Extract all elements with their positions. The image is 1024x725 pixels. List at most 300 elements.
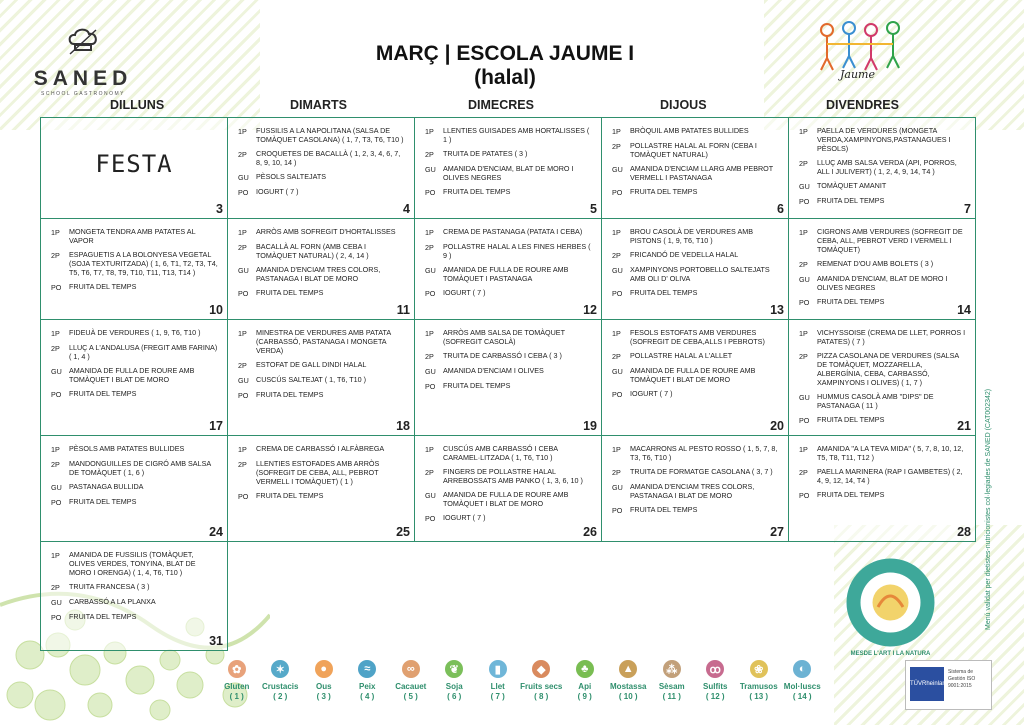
- course-label: 2P: [51, 460, 60, 469]
- dish-name: IOGURT ( 7 ): [256, 187, 299, 196]
- course-label: 1P: [612, 127, 621, 136]
- menu-item: [45, 550, 227, 577]
- course-label: PO: [425, 382, 436, 391]
- dish-name: CUSCÚS AMB CARBASSÓ I CEBA CARAMEL·LITZADA ( 1, T6, T10 ): [443, 444, 558, 462]
- allergen-name: Cacauet: [395, 682, 427, 691]
- course-label: GU: [799, 393, 810, 402]
- day-header-monday: DILLUNS: [110, 98, 165, 112]
- day-cell-tuesday: [227, 435, 415, 542]
- allergen-legend: [215, 660, 825, 720]
- menu-item: [45, 389, 227, 399]
- course-label: 2P: [425, 352, 434, 361]
- day-cell-monday: [40, 319, 228, 436]
- allergen-number: ( 13 ): [749, 692, 769, 701]
- day-cell-monday: [40, 117, 228, 219]
- course-label: PO: [238, 289, 249, 298]
- dish-name: FRUITA DEL TEMPS: [630, 187, 698, 196]
- menu-item: [419, 328, 601, 346]
- mesde-seal: [843, 555, 938, 657]
- menu-item: [45, 343, 227, 361]
- menu-item: [232, 187, 414, 197]
- allergen-name: Tramusos: [739, 682, 778, 691]
- dish-name: FRUITA DEL TEMPS: [443, 381, 511, 390]
- seal-text: MESDE L'ART I LA NATURA: [850, 651, 931, 657]
- day-number: 7: [964, 202, 971, 216]
- course-label: GU: [799, 275, 810, 284]
- dish-name: XAMPINYONS PORTOBELLO SALTEJATS AMB OLI D' OLIVA: [630, 265, 770, 283]
- menu-item: [419, 381, 601, 391]
- course-label: GU: [238, 173, 249, 182]
- dish-name: AMANIDA D'ENCIAM TRES COLORS, PASTANAGA I BLAT DE MORO: [630, 482, 755, 500]
- dish-name: VICHYSSOISE (CREMA DE LLET, PORROS I PATATES) ( 7 ): [817, 328, 966, 346]
- allergen-number: ( 5 ): [403, 692, 418, 701]
- course-label: 1P: [51, 445, 60, 454]
- menu-item: [793, 490, 975, 500]
- allergen-item: [389, 660, 433, 720]
- dish-name: ARRÒS AMB SOFREGIT D'HORTALISSES: [256, 227, 396, 236]
- allergen-name: Ous: [315, 682, 332, 691]
- dish-name: MONGETA TENDRA AMB PATATES AL VAPOR: [69, 227, 196, 245]
- menu-item: [606, 126, 788, 136]
- course-label: PO: [425, 289, 436, 298]
- day-header-thursday: DIJOUS: [660, 98, 707, 112]
- menu-item: [45, 366, 227, 384]
- menu-item: [232, 172, 414, 182]
- menu-item: [232, 328, 414, 355]
- course-label: 2P: [425, 468, 434, 477]
- menu-item: [419, 149, 601, 159]
- logo-tagline: SCHOOL GASTRONOMY: [41, 91, 125, 97]
- dish-name: AMANIDA DE FUSSILIS (TOMÀQUET, OLIVES VERDES, TONYINA, BLAT DE MORO I ORENGA) ( 1, 4, T6, T10 ): [69, 550, 196, 577]
- dish-name: AMANIDA D'ENCIAM, BLAT DE MORO I OLIVES NEGRES: [443, 164, 574, 182]
- seal-badge-icon: [843, 555, 938, 650]
- dish-name: IOGURT ( 7 ): [630, 389, 673, 398]
- menu-item: [793, 392, 975, 410]
- allergen-number: ( 11 ): [662, 692, 681, 701]
- menu-item: [606, 141, 788, 159]
- dish-name: CIGRONS AMB VERDURES (SOFREGIT DE CEBA, ALL, PEBROT VERD I VERMELL I TOMÀQUET): [817, 227, 963, 254]
- course-label: PO: [51, 498, 62, 507]
- allergen-number: ( 2 ): [273, 692, 288, 701]
- menu-item: [793, 158, 975, 176]
- iso-text: Sistema de Gestión ISO 9001:2015: [948, 669, 976, 689]
- day-number: 3: [216, 202, 223, 216]
- dish-name: MACARRONS AL PESTO ROSSO ( 1, 5, 7, 8, T3, T6, T10 ): [630, 444, 778, 462]
- day-number: 18: [396, 419, 410, 433]
- menu-item: [419, 288, 601, 298]
- menu-item: [606, 467, 788, 477]
- dish-name: TRUITA DE FORMATGE CASOLANA ( 3, 7 ): [630, 467, 773, 476]
- course-label: 2P: [238, 150, 247, 159]
- day-cell-wednesday: [414, 319, 602, 436]
- dish-name: FRUITA DEL TEMPS: [256, 288, 324, 297]
- course-label: PO: [799, 298, 810, 307]
- course-label: PO: [799, 197, 810, 206]
- course-label: GU: [612, 266, 623, 275]
- course-label: 2P: [51, 251, 60, 260]
- menu-item: [606, 351, 788, 361]
- menu-item: [419, 164, 601, 182]
- allergen-number: ( 3 ): [316, 692, 331, 701]
- allergen-item: [259, 660, 303, 720]
- menu-item: [606, 328, 788, 346]
- dish-name: FIDEUÀ DE VERDURES ( 1, 9, T6, T10 ): [69, 328, 201, 337]
- course-label: 2P: [612, 468, 621, 477]
- course-label: GU: [612, 367, 623, 376]
- day-number: 4: [403, 202, 410, 216]
- dish-name: ARRÒS AMB SALSA DE TOMÀQUET (SOFREGIT CASOLÀ): [443, 328, 565, 346]
- dish-name: FRUITA DEL TEMPS: [817, 490, 885, 499]
- dish-name: LLENTIES ESTOFADES AMB ARRÒS (SOFREGIT DE CEBA, ALL, PEBROT VERMELL I TOMÀQUET) ( 1 ): [256, 459, 380, 486]
- dish-name: PAELLA MARINERA (RAP I GAMBETES) ( 2, 4, 9, 12, 14, T4 ): [817, 467, 963, 485]
- allergen-number: ( 4 ): [360, 692, 375, 701]
- dish-name: BRÒQUIL AMB PATATES BULLIDES: [630, 126, 749, 135]
- course-label: PO: [799, 491, 810, 500]
- dish-name: FESOLS ESTOFATS AMB VERDURES (SOFREGIT DE CEBA,ALLS I PEBROTS): [630, 328, 765, 346]
- day-cell-wednesday: [414, 218, 602, 320]
- course-label: PO: [612, 289, 623, 298]
- allergen-name: Sulfits: [703, 682, 728, 691]
- dish-name: CREMA DE CARBASSÓ I ALFÀBREGA: [256, 444, 385, 453]
- menu-item: [793, 196, 975, 206]
- allergen-item: [215, 660, 259, 720]
- course-label: GU: [425, 491, 436, 500]
- course-label: PO: [799, 416, 810, 425]
- allergen-item: [476, 660, 520, 720]
- day-number: 24: [209, 525, 223, 539]
- menu-item: [606, 265, 788, 283]
- menu-item: [45, 459, 227, 477]
- menu-item: [419, 187, 601, 197]
- menu-item: [793, 351, 975, 387]
- menu-item: [606, 288, 788, 298]
- course-label: PO: [238, 391, 249, 400]
- allergen-name: Soja: [445, 682, 463, 691]
- dish-name: TOMÀQUET AMANIT: [817, 181, 887, 190]
- course-label: 1P: [799, 127, 808, 136]
- menu-item: [606, 250, 788, 260]
- day-header-friday: DIVENDRES: [826, 98, 899, 112]
- day-number: 27: [770, 525, 784, 539]
- dish-name: IOGURT ( 7 ): [443, 288, 486, 297]
- menu-item: [232, 375, 414, 385]
- menu-item: [419, 467, 601, 485]
- logo-name: SANED: [33, 67, 133, 90]
- dish-name: FRUITA DEL TEMPS: [630, 505, 698, 514]
- peanut-icon: ∞: [402, 660, 420, 678]
- dish-name: AMANIDA DE FULLA DE ROURE AMB TOMÀQUET I BLAT DE MORO: [443, 490, 569, 508]
- dish-name: FRUITA DEL TEMPS: [817, 415, 885, 424]
- day-number: 17: [209, 419, 223, 433]
- course-label: 1P: [425, 329, 434, 338]
- course-label: PO: [238, 188, 249, 197]
- dish-name: POLLASTRE HALAL A L'ALLET: [630, 351, 733, 360]
- menu-item: [419, 265, 601, 283]
- allergen-name: Peix: [359, 682, 376, 691]
- menu-item: [606, 505, 788, 515]
- course-label: 1P: [799, 329, 808, 338]
- dish-name: AMANIDA DE FULLA DE ROURE AMB TOMÀQUET I PASTANAGA: [443, 265, 569, 283]
- allergen-item: [520, 660, 564, 720]
- dish-name: FRUITA DEL TEMPS: [69, 612, 137, 621]
- day-number: 25: [396, 525, 410, 539]
- menu-item: [45, 328, 227, 338]
- day-header-wednesday: DIMECRES: [468, 98, 534, 112]
- course-label: 1P: [612, 445, 621, 454]
- wheat-icon: ✿: [228, 660, 246, 678]
- course-label: 1P: [612, 329, 621, 338]
- holiday-label: FESTA: [95, 150, 173, 178]
- dish-name: FRUITA DEL TEMPS: [630, 288, 698, 297]
- menu-item: [45, 612, 227, 622]
- allergen-name: Fruits secs: [520, 682, 563, 691]
- dish-name: HUMMUS CASOLÀ AMB "DIPS" DE PASTANAGA ( 11 ): [817, 392, 934, 410]
- menu-calendar-grid: [40, 117, 976, 651]
- day-number: 28: [957, 525, 971, 539]
- day-number: 10: [209, 303, 223, 317]
- menu-item: [232, 126, 414, 144]
- menu-item: [419, 366, 601, 376]
- day-cell-monday: [40, 218, 228, 320]
- day-number: 12: [583, 303, 597, 317]
- menu-item: [419, 351, 601, 361]
- saned-logo: [28, 26, 138, 106]
- dish-name: IOGURT ( 7 ): [443, 513, 486, 522]
- menu-item: [45, 497, 227, 507]
- day-number: 26: [583, 525, 597, 539]
- tuv-logo: TÜVRheinland: [910, 667, 944, 701]
- allergen-number: ( 7 ): [490, 692, 505, 701]
- course-label: 1P: [238, 127, 247, 136]
- day-cell-friday: [788, 117, 976, 219]
- course-label: 2P: [238, 460, 247, 469]
- menu-item: [419, 242, 601, 260]
- course-label: PO: [612, 390, 623, 399]
- allergen-number: ( 14 ): [792, 692, 812, 701]
- course-label: 2P: [612, 251, 621, 260]
- course-label: PO: [51, 390, 62, 399]
- day-number: 5: [590, 202, 597, 216]
- day-cell-tuesday: [227, 319, 415, 436]
- menu-item: [45, 282, 227, 292]
- menu-item: [419, 227, 601, 237]
- dish-name: FRUITA DEL TEMPS: [256, 491, 324, 500]
- dish-name: AMANIDA "A LA TEVA MIDA" ( 5, 7, 8, 10, 12, T5, T8, T11, T12 ): [817, 444, 964, 462]
- allergen-name: Mostassa: [610, 682, 647, 691]
- allergen-item: [694, 660, 738, 720]
- menu-item: [232, 459, 414, 486]
- dish-name: AMANIDA DE FULLA DE ROURE AMB TOMÀQUET I BLAT DE MORO: [630, 366, 756, 384]
- day-number: 19: [583, 419, 597, 433]
- allergen-name: Api: [578, 682, 592, 691]
- dish-name: POLLASTRE HALAL A LES FINES HERBES ( 9 ): [443, 242, 591, 260]
- dish-name: PÈSOLS SALTEJATS: [256, 172, 327, 181]
- dish-name: TRUITA FRANCESA ( 3 ): [69, 582, 150, 591]
- menu-item: [419, 490, 601, 508]
- menu-item: [232, 444, 414, 454]
- dish-name: PIZZA CASOLANA DE VERDURES (SALSA DE TOMÀQUET, MOZZARELLA, ALBERGÍNIA, CEBA, CARBASSÓ, XAMPINYONS I OLIVES) ( 1, 7 ): [817, 351, 959, 387]
- course-label: PO: [51, 283, 62, 292]
- course-label: 2P: [799, 352, 808, 361]
- dish-name: FUSSILIS A LA NAPOLITANA (SALSA DE TOMÀQUET CASOLANA) ( 1, 7, T3, T6, T10 ): [256, 126, 404, 144]
- allergen-number: ( 6 ): [447, 692, 462, 701]
- allergen-item: [346, 660, 390, 720]
- dish-name: FRUITA DEL TEMPS: [69, 497, 137, 506]
- menu-item: [793, 328, 975, 346]
- sulphite-icon: ꝏ: [706, 660, 724, 678]
- course-label: GU: [51, 367, 62, 376]
- allergen-name: Mol·luscs: [783, 682, 821, 691]
- dish-name: AMANIDA D'ENCIAM, BLAT DE MORO I OLIVES NEGRES: [817, 274, 948, 292]
- menu-item: [793, 444, 975, 462]
- allergen-item: [781, 660, 825, 720]
- allergen-item: [650, 660, 694, 720]
- menu-item: [45, 582, 227, 592]
- allergen-name: Crustacis: [262, 682, 299, 691]
- course-label: 1P: [51, 551, 60, 560]
- title-line-1: MARÇ | ESCOLA JAUME I: [375, 42, 635, 65]
- course-label: 1P: [799, 445, 808, 454]
- menu-item: [45, 227, 227, 245]
- egg-icon: ●: [315, 660, 333, 678]
- dish-name: AMANIDA D'ENCIAM LLARG AMB PEBROT VERMELL I PASTANAGA: [630, 164, 774, 182]
- menu-item: [45, 250, 227, 277]
- menu-item: [45, 444, 227, 454]
- dish-name: FRUITA DEL TEMPS: [69, 389, 137, 398]
- dish-name: POLLASTRE HALAL AL FORN (CEBA I TOMÀQUET NATURAL): [630, 141, 757, 159]
- course-label: GU: [51, 483, 62, 492]
- allergen-number: ( 12 ): [705, 692, 725, 701]
- menu-item: [793, 467, 975, 485]
- day-cell-friday: [788, 319, 976, 436]
- allergen-number: ( 1 ): [229, 692, 244, 701]
- day-cell-wednesday: [414, 435, 602, 542]
- dish-name: TRUITA DE PATATES ( 3 ): [443, 149, 528, 158]
- course-label: 1P: [238, 228, 247, 237]
- course-label: 1P: [612, 228, 621, 237]
- dish-name: AMANIDA D'ENCIAM TRES COLORS, PASTANAGA I BLAT DE MORO: [256, 265, 381, 283]
- course-label: 2P: [612, 142, 621, 151]
- dish-name: CREMA DE PASTANAGA (PATATA I CEBA): [443, 227, 583, 236]
- dish-name: MINESTRA DE VERDURES AMB PATATA (CARBASSÓ, PASTANAGA I MONGETA VERDA): [256, 328, 391, 355]
- menu-item: [232, 360, 414, 370]
- menu-item: [419, 513, 601, 523]
- day-number: 21: [957, 419, 971, 433]
- course-label: 1P: [425, 445, 434, 454]
- course-label: 1P: [51, 228, 60, 237]
- day-cell-monday: [40, 435, 228, 542]
- course-label: 2P: [238, 243, 247, 252]
- dish-name: FRUITA DEL TEMPS: [69, 282, 137, 291]
- dish-name: TRUITA DE CARBASSÓ I CEBA ( 3 ): [443, 351, 562, 360]
- allergen-name: Llet: [490, 682, 505, 691]
- menu-item: [419, 126, 601, 144]
- mustard-icon: ▲: [619, 660, 637, 678]
- lupin-icon: ❀: [750, 660, 768, 678]
- certification-badge: [905, 660, 992, 710]
- day-number: 20: [770, 419, 784, 433]
- menu-item: [232, 288, 414, 298]
- day-cell-tuesday: [227, 218, 415, 320]
- course-label: PO: [425, 514, 436, 523]
- day-cell-friday: [788, 435, 976, 542]
- course-label: GU: [799, 182, 810, 191]
- course-label: 2P: [238, 361, 247, 370]
- menu-item: [45, 597, 227, 607]
- day-cell-thursday: [601, 117, 789, 219]
- course-label: PO: [238, 492, 249, 501]
- day-number: 11: [396, 303, 410, 317]
- allergen-item: [563, 660, 607, 720]
- menu-item: [232, 265, 414, 283]
- dish-name: ESTOFAT DE GALL DINDI HALAL: [256, 360, 367, 369]
- menu-item: [793, 297, 975, 307]
- menu-item: [606, 444, 788, 462]
- course-label: GU: [425, 266, 436, 275]
- validation-note-text: Menú validat per dietistes-nutricionistes col·legiades de SANED (CAT002342): [985, 388, 992, 630]
- dish-name: PÈSOLS AMB PATATES BULLIDES: [69, 444, 185, 453]
- day-header-tuesday: DIMARTS: [290, 98, 347, 112]
- course-label: GU: [425, 165, 436, 174]
- course-label: GU: [425, 367, 436, 376]
- dish-name: MANDONGUILLES DE CIGRÓ AMB SALSA DE TOMÀQUET ( 1, 6 ): [69, 459, 211, 477]
- menu-item: [793, 181, 975, 191]
- dish-name: CARBASSÓ A LA PLANXA: [69, 597, 156, 606]
- menu-item: [606, 227, 788, 245]
- allergen-number: ( 9 ): [577, 692, 592, 701]
- dish-name: AMANIDA DE FULLA DE ROURE AMB TOMÀQUET I BLAT DE MORO: [69, 366, 195, 384]
- menu-item: [793, 274, 975, 292]
- course-label: 1P: [799, 228, 808, 237]
- course-label: 2P: [799, 159, 808, 168]
- course-label: 2P: [612, 352, 621, 361]
- menu-item: [232, 242, 414, 260]
- day-cell-monday: [40, 541, 228, 651]
- menu-item: [793, 126, 975, 153]
- course-label: PO: [425, 188, 436, 197]
- menu-item: [793, 415, 975, 425]
- allergen-number: ( 10 ): [618, 692, 638, 701]
- dish-name: AMANIDA D'ENCIAM I OLIVES: [443, 366, 544, 375]
- dish-name: LLUÇ AMB SALSA VERDA (API, PORROS, ALL I JULIVERT) ( 1, 2, 4, 9, 14, T4 ): [817, 158, 957, 176]
- crab-icon: ✶: [271, 660, 289, 678]
- page-title: [300, 42, 710, 90]
- menu-item: [606, 389, 788, 399]
- sesame-icon: ⁂: [663, 660, 681, 678]
- course-label: GU: [51, 598, 62, 607]
- menu-item: [606, 164, 788, 182]
- menu-item: [232, 390, 414, 400]
- dish-name: CROQUETES DE BACALLÀ ( 1, 2, 3, 4, 6, 7, 8, 9, 10, 14 ): [256, 149, 401, 167]
- menu-item: [232, 149, 414, 167]
- course-label: PO: [51, 613, 62, 622]
- nut-icon: ◆: [532, 660, 550, 678]
- allergen-name: Gluten: [224, 682, 250, 691]
- dish-name: REMENAT D'OU AMB BOLETS ( 3 ): [817, 259, 934, 268]
- course-label: GU: [612, 483, 623, 492]
- menu-item: [419, 444, 601, 462]
- dish-name: FRUITA DEL TEMPS: [256, 390, 324, 399]
- dish-name: PAELLA DE VERDURES (MONGETA VERDA,XAMPINYONS,PASTANAGUES I PÈSOLS): [817, 126, 951, 153]
- course-label: 2P: [425, 243, 434, 252]
- dish-name: ESPAGUETIS A LA BOLONYESA VEGETAL (SOJA TEXTURITZADA) ( 1, 6, T1, T2, T3, T4, T5, T6, T7, T8, T9, T10, T11, T13, T14 ): [69, 250, 218, 277]
- course-label: 2P: [51, 344, 60, 353]
- celery-icon: ♣: [576, 660, 594, 678]
- allergen-item: [737, 660, 781, 720]
- menu-item: [606, 366, 788, 384]
- day-cell-thursday: [601, 218, 789, 320]
- menu-item: [793, 259, 975, 269]
